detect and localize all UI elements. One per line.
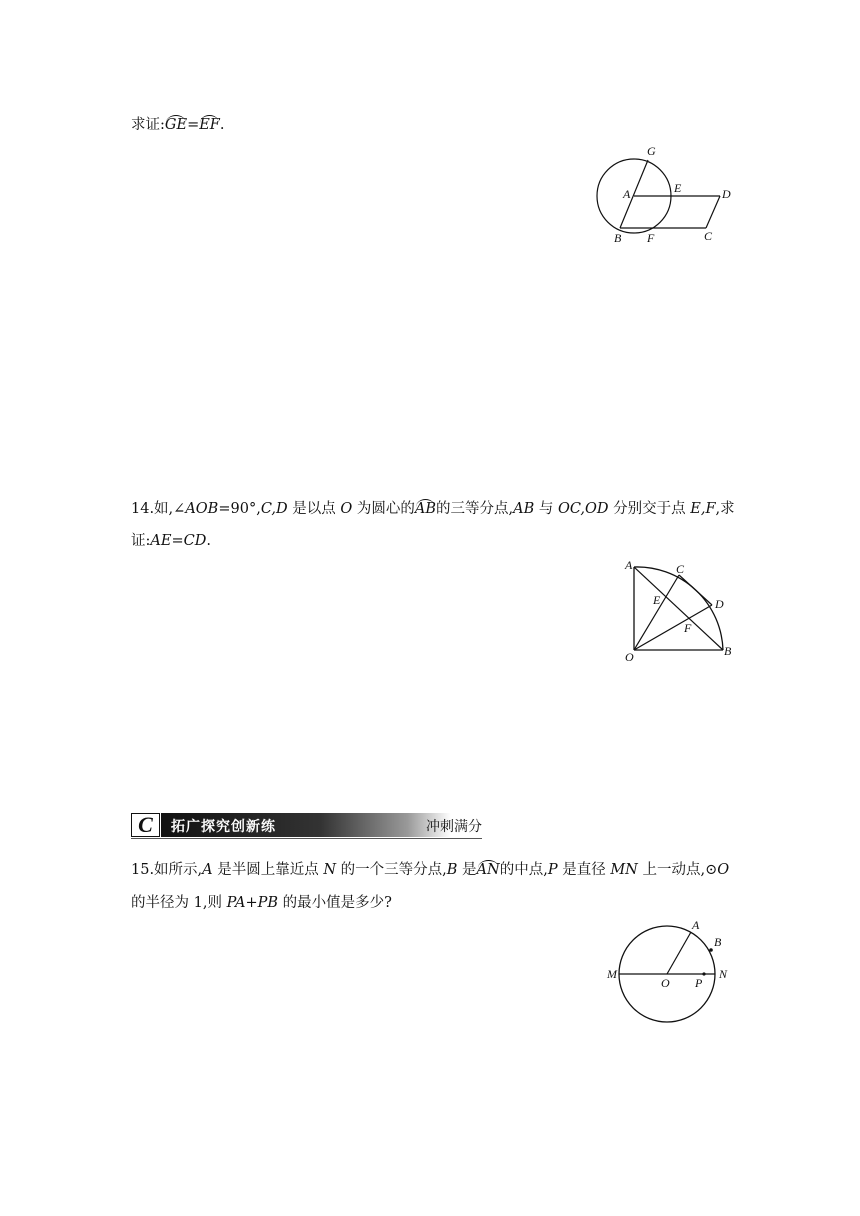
q13-label-g: G [647,144,656,158]
q14-statement-line1: 14.如,∠AOB=90°,C,D 是以点 O 为圆心的AB的三等分点,AB 与 OC,OD 分别交于点 E,F,求 [131,501,735,517]
q15-figure [605,915,735,1030]
q14-label-e: E [653,593,661,607]
q15-label-b: B [714,935,722,949]
q14-label-a: A [625,558,633,572]
section-subtitle: 冲刺满分 [426,819,482,835]
q14-statement-line2: 证:AE=CD. [131,533,211,549]
q13-figure [590,140,740,250]
q13-label-d: D [722,187,731,201]
q13-label-a: A [623,187,631,201]
q14-figure [620,555,740,667]
q13-statement: 求证:GE=EF. [131,117,225,133]
section-rule [131,838,482,839]
section-title: 拓广探究创新练 [171,819,276,835]
q13-segment-dc [706,196,720,228]
q13-label-b: B [614,231,622,245]
q14-label-b: B [724,644,732,658]
q15-point-p [702,972,705,975]
q15-label-m: M [607,967,617,981]
arc-ge: GE [164,117,188,133]
arc-ef: EF [199,117,220,133]
q14-label-c: C [676,562,685,576]
q15-label-n: N [719,967,728,981]
q14-segment-ab [634,567,723,650]
q15-label-p: P [695,976,703,990]
q15-radius-oa [667,932,691,974]
section-banner [131,811,482,839]
q14-label-f: F [684,621,692,635]
q15-statement-line2: 的半径为 1,则 PA+PB 的最小值是多少? [131,895,392,911]
q14-label-d: D [715,597,724,611]
q14-label-o: O [625,650,634,664]
q15-label-a: A [692,918,700,932]
q13-label-c: C [704,229,713,243]
q15-label-o: O [661,976,670,990]
q13-label-f: F [647,231,655,245]
q14-segment-od [634,605,712,650]
q14-segment-oc [634,575,679,650]
section-badge: C [131,813,160,837]
q13-label-e: E [674,181,682,195]
q15-point-b [709,948,713,952]
q15-statement-line1: 15.如所示,A 是半圆上靠近点 N 的一个三等分点,B 是AN的中点,P 是直径 MN 上一动点,⊙O [131,862,730,878]
q14-segment-cd [679,575,712,605]
arc-an: AN [476,862,500,878]
arc-ab: AB [414,501,436,517]
